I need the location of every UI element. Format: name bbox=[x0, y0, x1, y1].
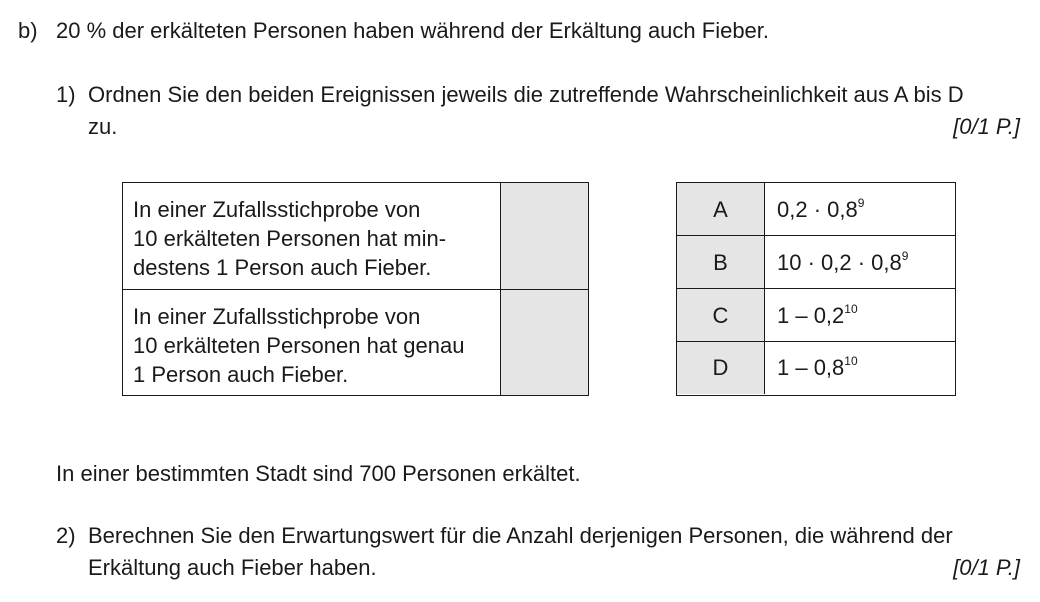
option-exponent: 10 bbox=[844, 354, 858, 368]
option-row-a bbox=[677, 183, 955, 236]
context-text: In einer bestimmten Stadt sind 700 Personen erkältet. bbox=[56, 461, 581, 486]
answer-box-event-1[interactable] bbox=[500, 183, 588, 289]
option-letter: B bbox=[677, 236, 765, 288]
task-1-number: 1) bbox=[56, 82, 76, 107]
option-expression bbox=[777, 289, 858, 341]
options-table bbox=[676, 182, 956, 396]
option-letter: A bbox=[677, 183, 765, 235]
task-2-text-line-1: Berechnen Sie den Erwartungswert für die Anzahl derjenigen Personen, die während der bbox=[88, 523, 953, 548]
task-2-number: 2) bbox=[56, 523, 76, 548]
option-expression bbox=[777, 236, 908, 288]
option-exponent: 10 bbox=[844, 302, 858, 316]
option-row-b bbox=[677, 236, 955, 289]
option-base: 0,2 · 0,8 bbox=[777, 197, 858, 222]
part-intro-text: 20 % der erkälteten Personen haben während der Erkältung auch Fieber. bbox=[56, 18, 770, 43]
option-base: 1 – 0,2 bbox=[777, 303, 845, 328]
event-text-line: 1 Person auch Fieber. bbox=[133, 362, 349, 387]
option-row-c bbox=[677, 289, 955, 342]
option-letter: D bbox=[677, 342, 765, 394]
event-text bbox=[133, 302, 493, 389]
task-2-text-line-2: Erkältung auch Fieber haben. bbox=[88, 555, 377, 580]
task-2-points: [0/1 P.] bbox=[953, 555, 1020, 580]
event-text bbox=[133, 195, 493, 282]
option-base: 10 · 0,2 · 0,8 bbox=[777, 250, 902, 275]
part-label: b) bbox=[18, 18, 38, 43]
option-expression bbox=[777, 183, 864, 235]
event-text-line: 10 erkälteten Personen hat genau bbox=[133, 333, 465, 358]
task-1-points: [0/1 P.] bbox=[953, 114, 1020, 139]
task-1-text-line-2: zu. bbox=[88, 114, 118, 139]
event-text-line: destens 1 Person auch Fieber. bbox=[133, 255, 432, 280]
option-exponent: 9 bbox=[901, 249, 909, 263]
option-letter: C bbox=[677, 289, 765, 341]
task-1-text-line-1: Ordnen Sie den beiden Ereignissen jeweils die zutreffende Wahrscheinlichkeit aus A bis D bbox=[88, 82, 964, 107]
event-text-line: 10 erkälteten Personen hat min- bbox=[133, 226, 447, 251]
option-row-d bbox=[677, 342, 955, 394]
event-row bbox=[123, 183, 588, 290]
answer-box-event-2[interactable] bbox=[500, 290, 588, 395]
event-text-line: In einer Zufallsstichprobe von bbox=[133, 304, 421, 329]
option-base: 1 – 0,8 bbox=[777, 355, 845, 380]
event-text-line: In einer Zufallsstichprobe von bbox=[133, 197, 421, 222]
option-expression bbox=[777, 342, 858, 394]
option-exponent: 9 bbox=[857, 196, 865, 210]
event-row bbox=[123, 290, 588, 395]
events-table bbox=[122, 182, 589, 396]
